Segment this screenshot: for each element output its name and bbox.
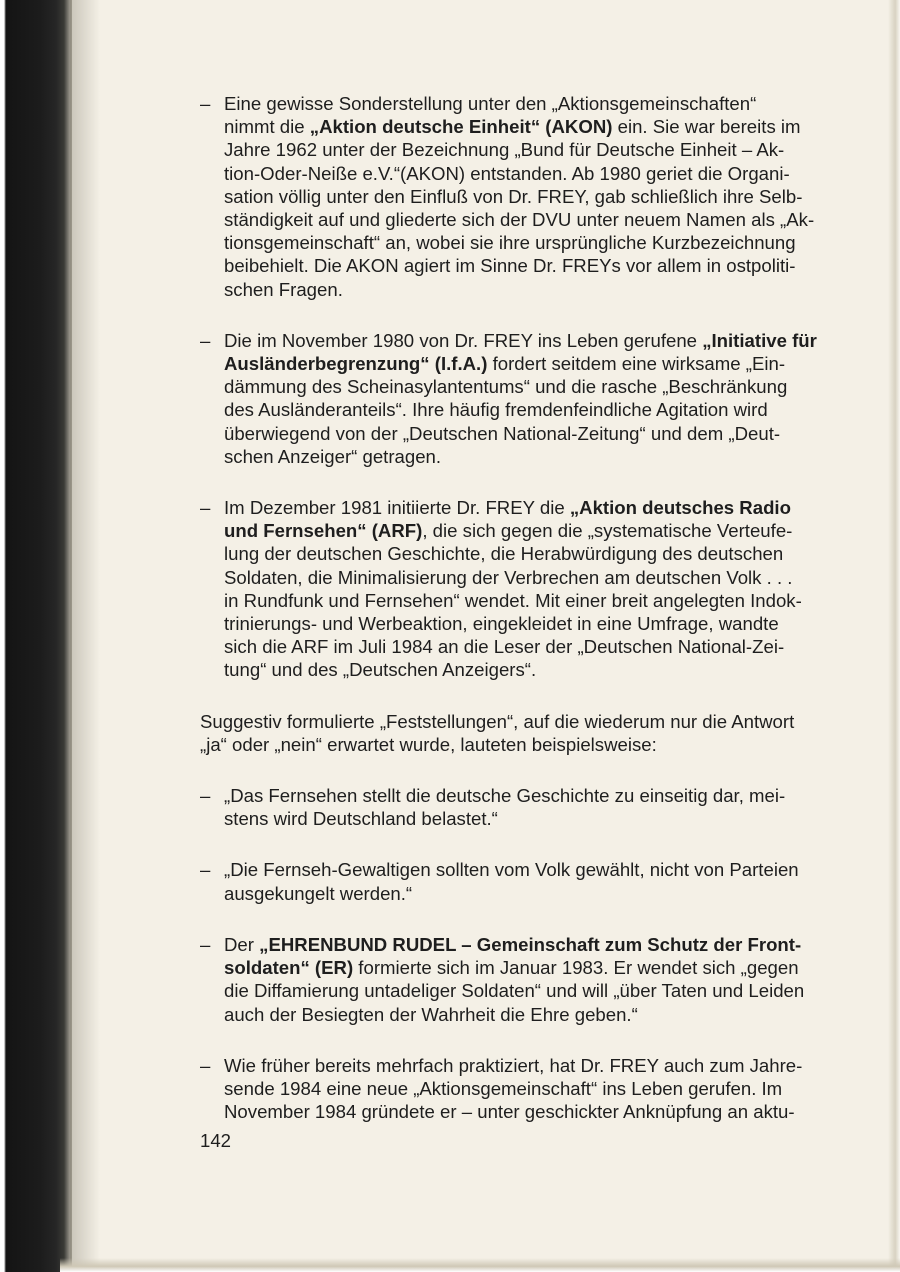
- text-line: lung der deutschen Geschichte, die Herabwürdigung des deutschen: [224, 543, 784, 565]
- bold-term: Ausländerbegrenzung“ (I.f.A.): [224, 353, 488, 375]
- text-line: dämmung des Scheinasylantentums“ und die rasche „Beschränkung: [224, 376, 788, 398]
- text-line: Jahre 1962 unter der Bezeichnung „Bund für Deutsche Einheit – Ak-: [224, 139, 785, 161]
- text-line: in Rundfunk und Fernsehen“ wendet. Mit einer breit angelegten Indok-: [224, 589, 802, 611]
- text-line: stens wird Deutschland belastet.“: [224, 808, 498, 830]
- text-line: Eine gewisse Sonderstellung unter den „Aktionsgemeinschaften“: [224, 93, 757, 114]
- list-item-new-group: [200, 1054, 852, 1124]
- text-line: die Diffamierung untadeliger Soldaten“ und will „über Taten und Leiden: [224, 980, 805, 1002]
- list-dash: –: [200, 497, 211, 519]
- list-item-quote: [200, 784, 852, 830]
- gutter-shadow: [70, 0, 100, 1272]
- body-paragraph: [200, 710, 852, 756]
- text-line: nimmt die „Aktion deutsche Einheit“ (AKON) ein. Sie war bereits im: [224, 116, 801, 138]
- list-dash: –: [200, 1054, 211, 1076]
- list-item-er: [200, 933, 852, 1026]
- text-line: „Die Fernseh-Gewaltigen sollten vom Volk gewählt, nicht von Parteien: [224, 859, 799, 881]
- text-line: trinierungs- und Werbeaktion, eingekleidet in eine Umfrage, wandte: [224, 613, 779, 635]
- text-line: des Ausländeranteils“. Ihre häufig fremdenfeindliche Agitation wird: [224, 399, 768, 421]
- text-line: tion-Oder-Neiße e.V.“(AKON) entstanden. Ab 1980 geriet die Organi-: [224, 162, 790, 184]
- list-dash: –: [200, 785, 211, 807]
- bold-term: „Aktion deutsches Radio: [569, 497, 791, 519]
- text-line: November 1984 gründete er – unter geschickter Anknüpfung an aktu-: [224, 1101, 795, 1123]
- list-dash: –: [200, 329, 211, 351]
- list-item-arf: [200, 496, 852, 682]
- text-line: sich die ARF im Juli 1984 an die Leser der „Deutschen National-Zei-: [224, 636, 785, 658]
- text-line: Die im November 1980 von Dr. FREY ins Leben gerufene „Initiative für: [224, 329, 817, 351]
- text-line: Ausländerbegrenzung“ (I.f.A.) fordert seitdem eine wirksame „Ein-: [224, 353, 786, 375]
- bold-term: „Initiative für: [702, 329, 817, 351]
- text-line: „ja“ oder „nein“ erwartet wurde, lauteten beispielsweise:: [200, 733, 657, 755]
- list-item-ifa: [200, 329, 852, 468]
- text-line: beibehielt. Die AKON agiert im Sinne Dr. FREYs vor allem in ostpoliti-: [224, 255, 796, 277]
- text-line: tionsgemeinschaft“ an, wobei sie ihre ursprüngliche Kurzbezeichnung: [224, 232, 796, 254]
- text-line: überwiegend von der „Deutschen National-Zeitung“ und dem „Deut-: [224, 422, 781, 444]
- text-line: auch der Besiegten der Wahrheit die Ehre geben.“: [224, 1003, 638, 1025]
- page-number: 142: [200, 1130, 232, 1151]
- text-line: ausgekungelt werden.“: [224, 882, 413, 904]
- text-line: sation völlig unter den Einfluß von Dr. FREY, gab schließlich ihre Selb-: [224, 185, 803, 207]
- text-line: ständigkeit auf und gliederte sich der DVU unter neuem Namen als „Ak-: [224, 209, 815, 231]
- bold-term: soldaten“ (ER): [224, 957, 354, 979]
- text-line: Wie früher bereits mehrfach praktiziert, hat Dr. FREY auch zum Jahre-: [224, 1054, 803, 1076]
- text-line: schen Anzeiger“ getragen.: [224, 445, 442, 467]
- book-binding-shadow: [0, 0, 72, 1272]
- bold-term: „EHRENBUND RUDEL – Gemeinschaft zum Schutz der Front-: [259, 933, 802, 955]
- list-item-akon: [200, 92, 852, 301]
- page-text: [200, 92, 852, 1144]
- page-right-edge: [888, 0, 900, 1272]
- bold-term: und Fernsehen“ (ARF): [224, 520, 423, 542]
- text-line: und Fernsehen“ (ARF), die sich gegen die „systematische Verteufe-: [224, 520, 793, 542]
- text-line: Suggestiv formulierte „Feststellungen“, auf die wiederum nur die Antwort: [200, 710, 795, 732]
- list-dash: –: [200, 933, 211, 955]
- text-line: sende 1984 eine neue „Aktionsgemeinschaft“ ins Leben gerufen. Im: [224, 1077, 783, 1099]
- bold-term: „Aktion deutsche Einheit“ (AKON): [309, 116, 613, 138]
- text-line: Soldaten, die Minimalisierung der Verbrechen am deutschen Volk . . .: [224, 566, 793, 588]
- page-bottom-edge: [60, 1258, 900, 1272]
- list-dash: –: [200, 93, 211, 114]
- text-line: Im Dezember 1981 initiierte Dr. FREY die „Aktion deutsches Radio: [224, 497, 791, 519]
- list-item-quote: [200, 858, 852, 904]
- list-dash: –: [200, 859, 211, 881]
- text-line: soldaten“ (ER) formierte sich im Januar 1983. Er wendet sich „gegen: [224, 957, 799, 979]
- text-line: „Das Fernsehen stellt die deutsche Geschichte zu einseitig dar, mei-: [224, 785, 786, 807]
- text-line: schen Fragen.: [224, 278, 343, 300]
- text-line: tung“ und des „Deutschen Anzeigers“.: [224, 659, 537, 681]
- text-line: Der „EHRENBUND RUDEL – Gemeinschaft zum Schutz der Front-: [224, 933, 802, 955]
